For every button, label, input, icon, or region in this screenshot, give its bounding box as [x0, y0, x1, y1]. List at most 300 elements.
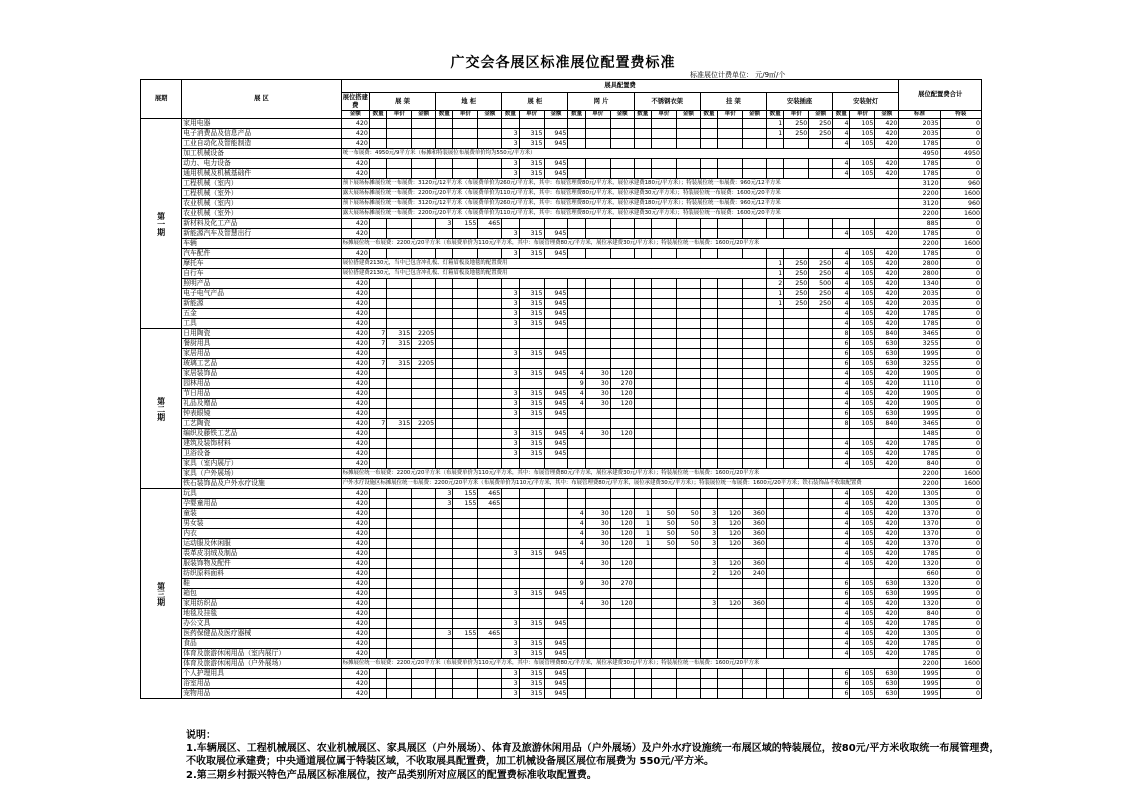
total-std-cell: 2200	[899, 239, 940, 249]
cell	[478, 619, 502, 629]
merged-note: 标摊展位统一布展费：2200元/20平方米（布展费单价为110元/平方米，其中：布展管理费80元/平方米，展位承建费30元/平方米）；特装展位统一布展费：1600元/20平方米	[341, 239, 899, 249]
cell	[700, 619, 717, 629]
cell	[436, 129, 453, 139]
cell: 120	[610, 519, 634, 529]
cell	[809, 669, 833, 679]
cell	[634, 609, 651, 619]
cell	[387, 289, 412, 299]
total-std-cell: 1370	[899, 539, 940, 549]
cell: 465	[478, 219, 502, 229]
cell	[610, 679, 634, 689]
cell	[610, 649, 634, 659]
cell	[784, 329, 809, 339]
cell	[634, 619, 651, 629]
cell	[387, 609, 412, 619]
cell: 3	[700, 529, 717, 539]
base-fee-cell: 420	[341, 249, 369, 259]
cell	[700, 219, 717, 229]
cell	[634, 279, 651, 289]
cell	[387, 139, 412, 149]
cell	[478, 129, 502, 139]
cell	[651, 219, 676, 229]
cell	[809, 409, 833, 419]
cell	[676, 489, 700, 499]
cell: 4	[833, 309, 850, 319]
cell	[568, 359, 585, 369]
cell	[610, 229, 634, 239]
cell	[387, 409, 412, 419]
cell	[784, 509, 809, 519]
area-name: 运动服及休闲服	[182, 539, 341, 549]
cell: 420	[875, 609, 899, 619]
cell	[568, 409, 585, 419]
cell	[676, 419, 700, 429]
cell	[436, 119, 453, 129]
cell: 1	[634, 509, 651, 519]
cell	[784, 579, 809, 589]
cell: 105	[850, 669, 875, 679]
cell	[700, 129, 717, 139]
cell: 945	[544, 169, 568, 179]
cell: 945	[544, 159, 568, 169]
area-name: 加工机械设备	[182, 149, 341, 159]
total-special-cell: 0	[940, 599, 981, 609]
total-special-cell: 0	[940, 299, 981, 309]
cell	[743, 609, 767, 619]
area-name: 电子消费品及信息产品	[182, 129, 341, 139]
cell	[651, 409, 676, 419]
cell: 105	[850, 499, 875, 509]
table-row	[141, 249, 982, 259]
cell: 4	[833, 599, 850, 609]
cell	[766, 569, 783, 579]
cell	[784, 449, 809, 459]
cell: 945	[544, 549, 568, 559]
cell	[651, 489, 676, 499]
cell	[436, 609, 453, 619]
cell: 105	[850, 609, 875, 619]
cell	[651, 319, 676, 329]
cell	[634, 299, 651, 309]
cell: 420	[875, 159, 899, 169]
cell	[809, 529, 833, 539]
cell	[700, 679, 717, 689]
cell: 630	[875, 669, 899, 679]
cell	[784, 539, 809, 549]
header-sub: 数量	[502, 111, 519, 119]
cell	[369, 119, 386, 129]
cell: 4	[833, 559, 850, 569]
area-name: 箱包	[182, 589, 341, 599]
cell	[743, 439, 767, 449]
cell	[519, 569, 544, 579]
total-std-cell: 1320	[899, 559, 940, 569]
total-special-cell: 0	[940, 569, 981, 579]
cell	[634, 669, 651, 679]
cell	[634, 119, 651, 129]
cell	[412, 139, 436, 149]
cell	[809, 589, 833, 599]
cell	[651, 349, 676, 359]
cell	[436, 619, 453, 629]
table-row	[141, 339, 982, 349]
cell: 630	[875, 409, 899, 419]
cell	[436, 359, 453, 369]
cell	[519, 599, 544, 609]
total-special-cell: 0	[940, 339, 981, 349]
cell	[651, 609, 676, 619]
cell	[585, 459, 610, 469]
area-name: 通用机械及机械基础件	[182, 169, 341, 179]
cell	[436, 329, 453, 339]
base-fee-cell: 420	[341, 509, 369, 519]
cell: 3	[502, 649, 519, 659]
cell	[718, 419, 743, 429]
cell	[436, 579, 453, 589]
cell: 50	[676, 539, 700, 549]
cell	[634, 499, 651, 509]
cell	[676, 299, 700, 309]
table-row	[141, 269, 982, 279]
cell	[453, 449, 478, 459]
total-std-cell: 885	[899, 219, 940, 229]
cell	[453, 309, 478, 319]
cell: 120	[718, 529, 743, 539]
cell: 4	[833, 249, 850, 259]
cell	[809, 569, 833, 579]
cell	[766, 589, 783, 599]
cell: 4	[833, 509, 850, 519]
cell: 630	[875, 359, 899, 369]
cell	[387, 539, 412, 549]
cell	[387, 629, 412, 639]
cell	[676, 389, 700, 399]
cell: 315	[519, 129, 544, 139]
merged-note: 户外水疗设施区标摊展位统一布展费：2200元/20平方米（布展费单价为110元/平方米，其中：布展管理费80元/平方米，展位承建费30元/平方米）；特装展位统一布展费：1600元/20平方米；铁石装饰品不收取配置费	[341, 479, 899, 489]
cell	[412, 549, 436, 559]
cell	[700, 379, 717, 389]
cell: 3	[700, 509, 717, 519]
cell: 105	[850, 309, 875, 319]
cell	[387, 159, 412, 169]
cell: 945	[544, 319, 568, 329]
cell: 315	[519, 139, 544, 149]
phase-label: 第三期	[141, 489, 182, 699]
cell	[743, 579, 767, 589]
total-std-cell: 3465	[899, 419, 940, 429]
cell: 4	[833, 459, 850, 469]
cell: 315	[519, 439, 544, 449]
cell: 4	[833, 609, 850, 619]
cell: 315	[519, 639, 544, 649]
total-std-cell: 1785	[899, 619, 940, 629]
base-fee-cell: 420	[341, 309, 369, 319]
cell	[634, 389, 651, 399]
total-std-cell: 2200	[899, 469, 940, 479]
cell	[850, 429, 875, 439]
cell	[502, 359, 519, 369]
cell: 945	[544, 689, 568, 699]
cell	[743, 449, 767, 459]
cell	[718, 589, 743, 599]
cell	[544, 359, 568, 369]
cell	[369, 309, 386, 319]
cell	[478, 549, 502, 559]
cell	[453, 679, 478, 689]
cell	[784, 399, 809, 409]
cell	[387, 309, 412, 319]
merged-note: 统一布展费：4950元/9平方米（标摊和特装展位布展费单价均为550元/平方米）	[341, 149, 899, 159]
cell: 105	[850, 419, 875, 429]
cell	[651, 299, 676, 309]
cell	[369, 599, 386, 609]
cell	[610, 689, 634, 699]
cell	[651, 359, 676, 369]
cell	[568, 569, 585, 579]
cell	[784, 429, 809, 439]
total-std-cell: 2035	[899, 119, 940, 129]
cell	[453, 559, 478, 569]
cell: 945	[544, 309, 568, 319]
cell: 4	[833, 529, 850, 539]
cell: 6	[833, 589, 850, 599]
cell: 3	[502, 139, 519, 149]
cell	[369, 679, 386, 689]
cell	[544, 569, 568, 579]
area-name: 浴室用品	[182, 679, 341, 689]
cell: 315	[519, 369, 544, 379]
cell	[568, 689, 585, 699]
cell	[766, 669, 783, 679]
cell: 420	[875, 399, 899, 409]
cell: 3	[502, 389, 519, 399]
cell	[519, 379, 544, 389]
cell	[809, 519, 833, 529]
cell: 4	[568, 539, 585, 549]
cell	[502, 119, 519, 129]
cell: 2205	[412, 329, 436, 339]
cell	[743, 679, 767, 689]
base-fee-cell: 420	[341, 429, 369, 439]
cell: 2205	[412, 339, 436, 349]
cell	[700, 159, 717, 169]
cell	[544, 609, 568, 619]
cell	[743, 319, 767, 329]
cell	[743, 159, 767, 169]
cell	[809, 679, 833, 689]
cell: 360	[743, 539, 767, 549]
cell: 420	[875, 619, 899, 629]
total-special-cell: 0	[940, 629, 981, 639]
cell: 945	[544, 249, 568, 259]
cell	[784, 649, 809, 659]
cell	[651, 309, 676, 319]
cell	[766, 339, 783, 349]
cell	[387, 319, 412, 329]
cell: 105	[850, 279, 875, 289]
cell: 105	[850, 359, 875, 369]
cell: 360	[743, 529, 767, 539]
cell	[387, 599, 412, 609]
cell: 315	[519, 289, 544, 299]
cell	[369, 449, 386, 459]
area-name: 新材料及化工产品	[182, 219, 341, 229]
cell	[502, 629, 519, 639]
cell	[453, 319, 478, 329]
cell	[453, 119, 478, 129]
cell	[809, 599, 833, 609]
cell: 465	[478, 489, 502, 499]
cell	[502, 219, 519, 229]
total-std-cell: 1785	[899, 139, 940, 149]
cell: 500	[809, 279, 833, 289]
cell	[634, 689, 651, 699]
cell	[412, 299, 436, 309]
cell: 420	[875, 509, 899, 519]
cell	[634, 369, 651, 379]
cell	[610, 639, 634, 649]
cell: 6	[833, 409, 850, 419]
cell	[718, 289, 743, 299]
cell: 945	[544, 619, 568, 629]
cell	[544, 119, 568, 129]
cell: 105	[850, 409, 875, 419]
cell: 4	[833, 119, 850, 129]
cell	[436, 299, 453, 309]
cell: 3	[502, 229, 519, 239]
cell	[676, 309, 700, 319]
cell	[700, 169, 717, 179]
cell	[743, 649, 767, 659]
cell	[453, 169, 478, 179]
total-std-cell: 1905	[899, 369, 940, 379]
base-fee-cell: 420	[341, 629, 369, 639]
cell: 1	[634, 529, 651, 539]
cell	[676, 329, 700, 339]
cell	[718, 279, 743, 289]
cell	[585, 449, 610, 459]
cell	[833, 429, 850, 439]
cell	[743, 689, 767, 699]
cell	[718, 359, 743, 369]
cell	[387, 169, 412, 179]
cell	[502, 379, 519, 389]
cell	[585, 589, 610, 599]
cell	[478, 459, 502, 469]
cell: 4	[833, 229, 850, 239]
cell: 120	[610, 509, 634, 519]
cell	[809, 649, 833, 659]
cell	[369, 569, 386, 579]
cell	[436, 349, 453, 359]
cell	[651, 619, 676, 629]
cell	[809, 309, 833, 319]
cell	[478, 419, 502, 429]
cell	[585, 649, 610, 659]
total-std-cell: 3255	[899, 359, 940, 369]
cell	[809, 329, 833, 339]
header-phase: 展期	[141, 80, 182, 119]
cell	[610, 619, 634, 629]
cell: 105	[850, 539, 875, 549]
cell: 3	[502, 289, 519, 299]
cell	[412, 369, 436, 379]
cell	[766, 649, 783, 659]
cell: 945	[544, 649, 568, 659]
cell	[634, 359, 651, 369]
cell	[369, 299, 386, 309]
base-fee-cell: 420	[341, 349, 369, 359]
area-name: 体育及旅游休闲用品（户外展场）	[182, 659, 341, 669]
cell	[718, 669, 743, 679]
cell	[700, 409, 717, 419]
cell	[568, 619, 585, 629]
cell	[784, 669, 809, 679]
cell	[568, 449, 585, 459]
cell	[369, 369, 386, 379]
cell: 105	[850, 389, 875, 399]
cell: 4	[833, 159, 850, 169]
cell	[585, 349, 610, 359]
base-fee-cell: 420	[341, 689, 369, 699]
cell	[651, 649, 676, 659]
cell	[453, 599, 478, 609]
cell: 105	[850, 619, 875, 629]
cell: 105	[850, 329, 875, 339]
cell: 3	[502, 369, 519, 379]
cell	[634, 219, 651, 229]
cell	[502, 329, 519, 339]
cell: 4	[568, 389, 585, 399]
area-name: 孕婴童用品	[182, 499, 341, 509]
cell	[478, 689, 502, 699]
area-name: 车辆	[182, 239, 341, 249]
cell: 315	[519, 409, 544, 419]
cell	[766, 219, 783, 229]
cell	[519, 279, 544, 289]
cell: 3	[502, 549, 519, 559]
base-fee-cell: 420	[341, 399, 369, 409]
cell	[387, 249, 412, 259]
cell	[369, 509, 386, 519]
base-fee-cell: 420	[341, 299, 369, 309]
cell	[676, 449, 700, 459]
notes-heading: 说明：	[186, 730, 216, 741]
cell	[412, 169, 436, 179]
cell: 945	[544, 639, 568, 649]
total-special-cell: 0	[940, 269, 981, 279]
total-special-cell: 1600	[940, 659, 981, 669]
header-sub: 单价	[850, 111, 875, 119]
cell	[809, 549, 833, 559]
header-sub: 数量	[568, 111, 585, 119]
total-std-cell: 3120	[899, 179, 940, 189]
cell: 315	[519, 429, 544, 439]
cell: 315	[519, 389, 544, 399]
total-special-cell: 0	[940, 549, 981, 559]
cell	[784, 379, 809, 389]
total-special-cell: 0	[940, 219, 981, 229]
total-std-cell: 2200	[899, 209, 940, 219]
cell: 945	[544, 589, 568, 599]
cell	[478, 609, 502, 619]
cell: 3	[502, 689, 519, 699]
total-std-cell: 1905	[899, 389, 940, 399]
cell	[651, 229, 676, 239]
cell	[369, 579, 386, 589]
total-special-cell: 0	[940, 169, 981, 179]
cell	[766, 449, 783, 459]
